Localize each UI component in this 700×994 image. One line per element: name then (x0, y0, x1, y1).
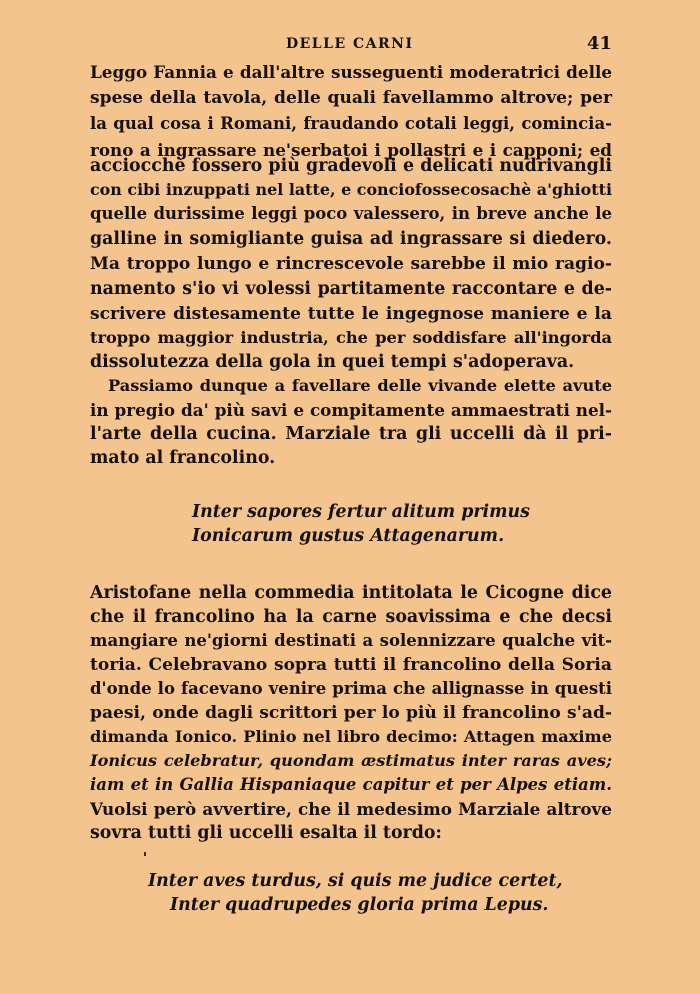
text-line: in pregio da' più savi e compitamente ammaestrati nel- (90, 400, 612, 420)
text-line: Passiamo dunque a favellare delle vivande elette avute (108, 376, 612, 395)
text-line: acciocchè fossero più gradevoli e delicati nudrivangli (90, 156, 612, 176)
running-title: DELLE CARNI (286, 36, 414, 52)
text-line: con cibi inzuppati nel latte, e conciofossecosachè a'ghiotti (90, 180, 612, 199)
page-header (90, 33, 612, 56)
text-line: Vuolsi però avvertire, che il medesimo Marziale altrove (90, 799, 612, 819)
text-line: galline in somigliante guisa ad ingrassare si diedero. (90, 229, 612, 249)
text-line: mangiare ne'giorni destinati a solennizzare qualche vit- (90, 631, 612, 650)
ink-speck (144, 852, 146, 856)
text-line: l'arte della cucina. Marziale tra gli uccelli dà il pri- (90, 424, 612, 444)
verse-line: Ionicarum gustus Attagenarum. (192, 526, 505, 546)
text-line: Aristofane nella commedia intitolata le Cicogne dice (90, 583, 612, 603)
text-line: spese della tavola, delle quali favellammo altrove; per (90, 88, 612, 108)
text-line: iam et in Gallia Hispaniaque capitur et per Alpes etiam. (90, 775, 612, 794)
text-line: sovra tutti gli uccelli esalta il tordo: (90, 823, 442, 843)
text-line: che il francolino ha la carne soavissima e che decsi (90, 607, 612, 627)
text-line: mato al francolino. (90, 448, 276, 468)
text-line: dimanda Ionico. Plinio nel libro decimo: Attagen maxime (90, 727, 612, 746)
text-line: quelle durissime leggi poco valessero, in breve anche le (90, 204, 612, 223)
text-line: troppo maggior industria, che per soddisfare all'ingorda (90, 328, 612, 347)
text-line: scrivere distesamente tutte le ingegnose maniere e la (90, 304, 612, 324)
text-line: toria. Celebravano sopra tutti il francolino della Soria (90, 655, 612, 675)
verse-line: Inter aves turdus, si quis me judice certet, (148, 871, 563, 891)
text-line: d'onde lo facevano venire prima che allignasse in questi (90, 679, 612, 698)
text-line: Leggo Fannia e dall'altre susseguenti moderatrici delle (90, 62, 612, 82)
text-line: Ionicus celebratur, quondam æstimatus inter raras aves; (90, 751, 612, 770)
text-line: Ma troppo lungo e rincrescevole sarebbe il mio ragio- (90, 254, 612, 274)
verse-line: Inter sapores fertur alitum primus (192, 502, 530, 522)
text-line: la qual cosa i Romani, fraudando cotali leggi, comincia- (90, 114, 612, 133)
verse-line: Inter quadrupedes gloria prima Lepus. (170, 895, 549, 915)
text-line: rono a ingrassare ne'serbatoi i pollastri e i capponi; ed (90, 140, 612, 160)
page-number: 41 (586, 33, 612, 54)
text-line: dissolutezza della gola in quei tempi s'adoperava. (90, 352, 575, 372)
text-line: paesi, onde dagli scrittori per lo più il francolino s'ad- (90, 703, 612, 723)
text-line: namento s'io vi volessi partitamente raccontare e de- (90, 279, 612, 299)
